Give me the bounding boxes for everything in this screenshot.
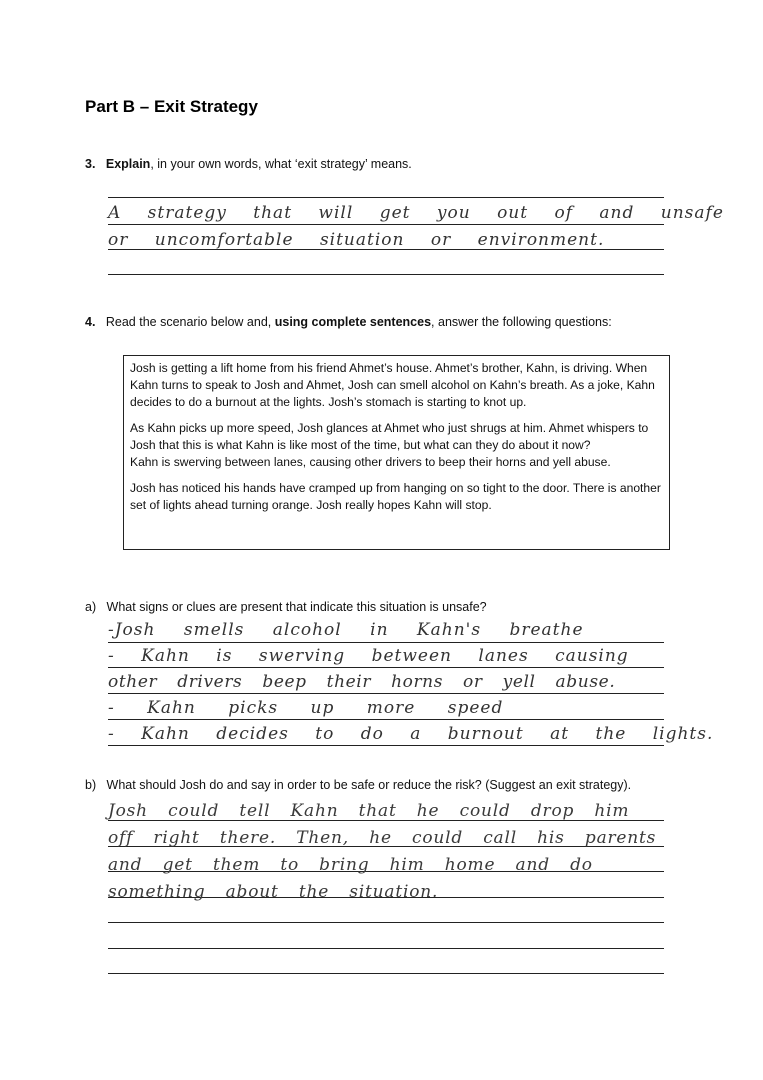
answer-line	[108, 197, 664, 198]
question-a-answer-4: - Kahn picks up more speed	[108, 698, 504, 718]
answer-line	[108, 922, 664, 923]
question-3-answer-line-1: A strategy that will get you out of and unsafe	[108, 203, 724, 223]
question-3-answer-line-2: or uncomfortable situation or environment.	[108, 230, 605, 250]
answer-line	[108, 224, 664, 225]
answer-line	[108, 745, 664, 746]
question-4-text-before: Read the scenario below and,	[105, 315, 275, 329]
answer-line	[108, 719, 664, 720]
question-a-answer-2: - Kahn is swerving between lanes causing	[108, 646, 629, 666]
scenario-paragraph-1: Josh is getting a lift home from his friend Ahmet’s house. Ahmet’s brother, Kahn, is driving. When Kahn turns to speak to Josh and Ahmet, Josh can smell alcohol on Kahn’s breath. As a joke, Kahn decides to do a burnout at the lights. Josh’s stomach is starting to knot up.	[130, 361, 655, 409]
part-title: Part B – Exit Strategy	[85, 97, 258, 116]
question-b-answer: Josh could tell Kahn that he could drop him off right there. Then, he could call his parents and get them to bring him home and do something about the situation.	[108, 801, 657, 902]
question-a-label: a)	[85, 600, 97, 614]
question-b-label: b)	[85, 778, 97, 792]
question-b-text: What should Josh do and say in order to be safe or reduce the risk? (Suggest an exit strategy).	[106, 778, 632, 792]
scenario-box	[123, 355, 670, 550]
question-3	[85, 157, 412, 171]
question-3-number: 3.	[85, 157, 96, 171]
answer-line	[108, 667, 664, 668]
question-a-answer-1: -Josh smells alcohol in Kahn's breathe	[108, 620, 584, 640]
question-a-answer-3: other drivers beep their horns or yell abuse.	[108, 672, 616, 692]
answer-line	[108, 274, 664, 275]
answer-line	[108, 973, 664, 974]
question-b	[85, 778, 631, 792]
answer-line	[108, 642, 664, 643]
question-3-bold: Explain	[105, 157, 151, 171]
question-a	[85, 600, 487, 614]
scenario-paragraph-2: As Kahn picks up more speed, Josh glances at Ahmet who just shrugs at him. Ahmet whispers to Josh that this is what Kahn is like most of the time, but what can they do about it now?	[130, 421, 649, 452]
question-a-answer-5: - Kahn decides to do a burnout at the lights.	[108, 724, 714, 744]
scenario-paragraph-3: Josh has noticed his hands have cramped up from hanging on so tight to the door. There is another set of lights ahead turning orange. Josh really hopes Kahn will stop.	[130, 481, 661, 512]
question-3-text: , in your own words, what ‘exit strategy’ means.	[150, 157, 412, 171]
answer-line	[108, 693, 664, 694]
question-4-bold: using complete sentences	[274, 315, 432, 329]
scenario-paragraph-2b: Kahn is swerving between lanes, causing other drivers to beep their horns and yell abuse.	[130, 455, 611, 469]
question-4-number: 4.	[85, 315, 96, 329]
question-4-text-after: , answer the following questions:	[431, 315, 612, 329]
answer-line	[108, 948, 664, 949]
question-a-text: What signs or clues are present that indicate this situation is unsafe?	[106, 600, 487, 614]
question-4	[85, 315, 612, 329]
